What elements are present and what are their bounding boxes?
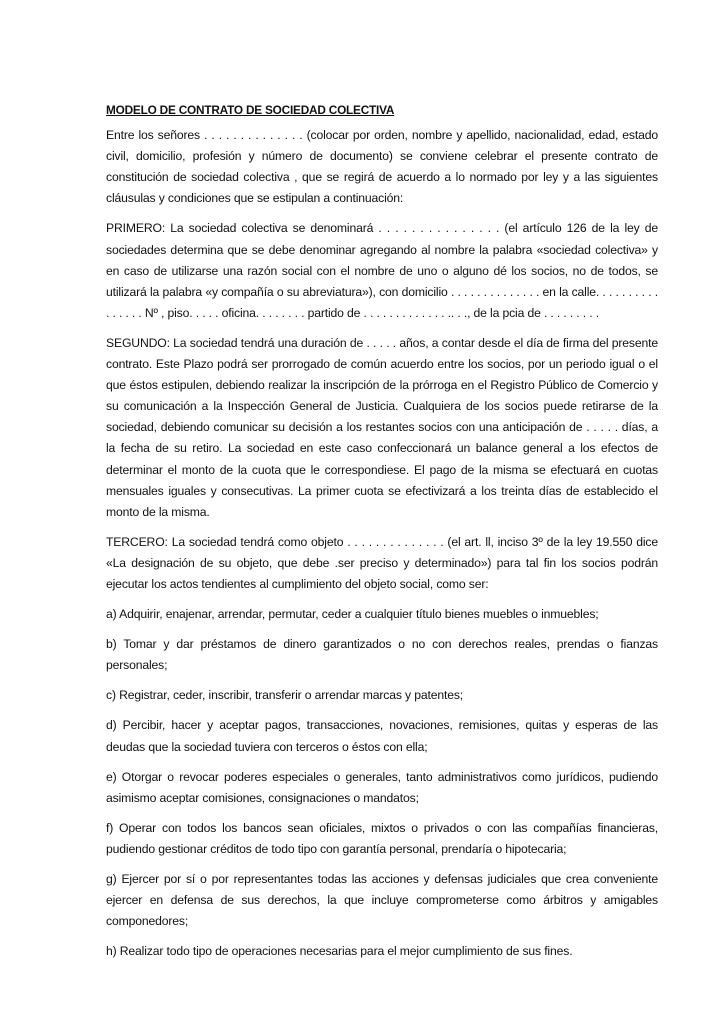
list-item-a: a) Adquirir, enajenar, arrendar, permutar, ceder a cualquier título bienes muebles o inmuebles; xyxy=(106,607,599,622)
list-item-b: b) Tomar y dar préstamos de dinero garantizados o no con derechos reales, prendas o fianzas personales; xyxy=(106,637,658,673)
document-title: MODELO DE CONTRATO DE SOCIEDAD COLECTIVA xyxy=(106,103,395,117)
clause-primero: PRIMERO: La sociedad colectiva se denominará . . . . . . . . . . . . . . . (el artículo 126 de la ley de sociedades determina que se debe denominar agregando al nombre la palabra «sociedad colectiva» y en caso de utilizarse una razón social con el nombre de uno o alguno dé los socios, no de todos, se utilizará la palabra «y compañía o su abreviatura»), con domicilio . . . . . . . . . . . . . . en la calle. . . . . . . . . . . . . . . . Nº , piso. . . . . oficina. . . . . . . . partido de . . . . . . . . . . . . . .. . ., de la pcia de . . . . . . . . . xyxy=(106,221,658,320)
list-item-f: f) Operar con todos los bancos sean oficiales, mixtos o privados o con las compañías financieras, pudiendo gestionar créditos de todo tipo con garantía personal, prendaría o hipotecaria; xyxy=(106,820,658,856)
list-item-c: c) Registrar, ceder, inscribir, transferir o arrendar marcas y patentes; xyxy=(106,688,463,703)
clause-segundo: SEGUNDO: La sociedad tendrá una duración de . . . . . años, a contar desde el día de firma del presente contrato. Este Plazo podrá ser prorrogado de común acuerdo entre los socios, por un periodo igual o el que éstos estipulen, debiendo realizar la inscripción de la prórroga en el Registro Público de Comercio y su comunicación a la Inspección General de Justicia. Cualquiera de los socios puede retirarse de la sociedad, debiendo comunicar su decisión a los restantes socios con una anticipación de . . . . . días, a la fecha de su retiro. La sociedad en este caso confeccionará un balance general a los efectos de determinar el monto de la cuota que le correspondiese. El pago de la misma se efectuará en cuotas mensuales iguales y consecutivas. La primer cuota se efectivizará a los treinta días de establecido el monto de la misma. xyxy=(106,335,658,519)
list-item-g: g) Ejercer por sí o por representantes todas las acciones y defensas judiciales que crea conveniente ejercer en defensa de sus derechos, la que incluye comprometerse como árbitros y amigables componedores; xyxy=(106,872,658,929)
intro-paragraph: Entre los señores . . . . . . . . . . . . . . (colocar por orden, nombre y apellido, nacionalidad, edad, estado civil, domicilio, profesión y número de documento) se conviene celebrar el presente contrato de constitución de sociedad colectiva , que se regirá de acuerdo a lo normado por ley y a las siguientes cláusulas y condiciones que se estipulan a continuación: xyxy=(106,128,658,206)
list-item-e: e) Otorgar o revocar poderes especiales o generales, tanto administrativos como jurídicos, pudiendo asimismo aceptar comisiones, consignaciones o mandatos; xyxy=(106,769,658,805)
list-item-d: d) Percibir, hacer y aceptar pagos, transacciones, novaciones, remisiones, quitas y esperas de las deudas que la sociedad tuviera con terceros o éstos con ella; xyxy=(106,718,658,754)
document-page xyxy=(106,100,658,971)
list-item-h: h) Realizar todo tipo de operaciones necesarias para el mejor cumplimiento de sus fines. xyxy=(106,944,573,959)
clause-tercero: TERCERO: La sociedad tendrá como objeto . . . . . . . . . . . . . . (el art. ll, inciso 3º de la ley 19.550 dice «La designación de su objeto, que debe .ser preciso y determinado») para tal fin los socios podrán ejecutar los actos tendientes al cumplimiento del objeto social, como ser: xyxy=(106,534,658,591)
